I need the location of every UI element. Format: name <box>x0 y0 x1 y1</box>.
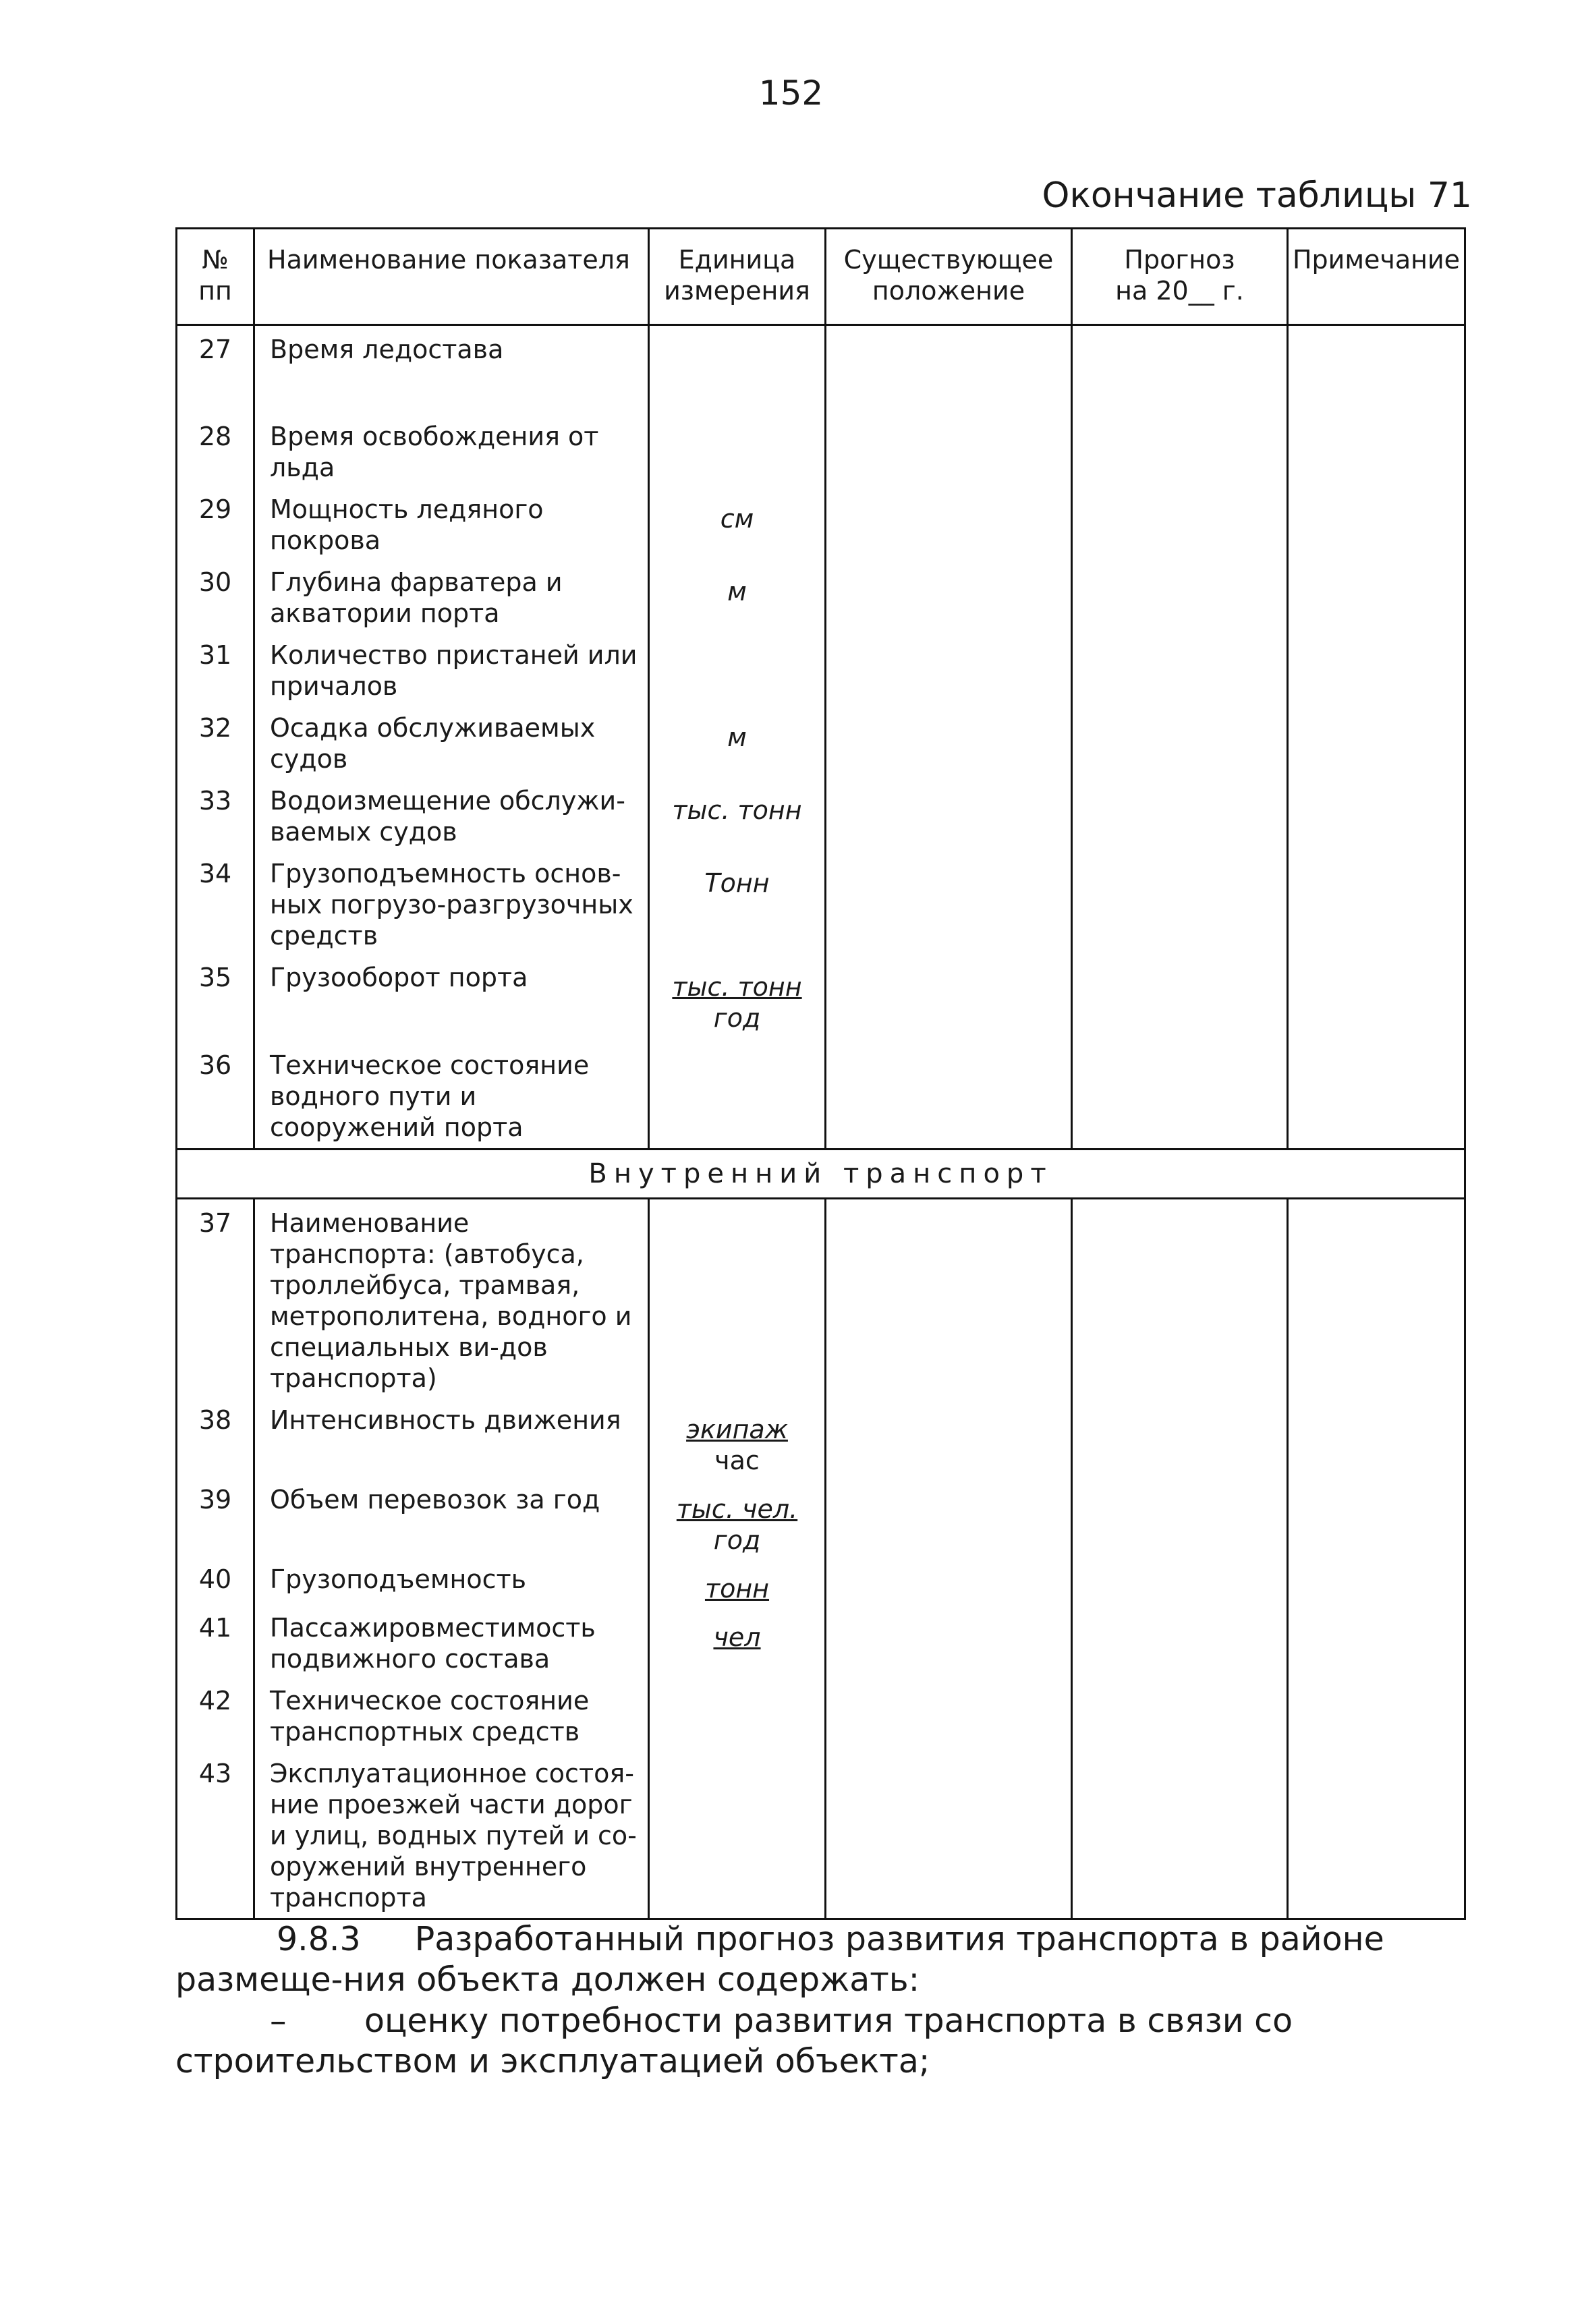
indicator-name: Интенсивность движения <box>254 1396 649 1476</box>
note-cell <box>1288 1556 1465 1604</box>
unit-cell <box>649 631 826 704</box>
table-row <box>177 704 1465 777</box>
current-value-cell <box>826 1396 1072 1476</box>
unit-cell <box>649 486 826 559</box>
forecast-value-cell <box>1072 1677 1288 1750</box>
group1-body <box>177 325 1465 1150</box>
table-row <box>177 1042 1465 1150</box>
forecast-value-cell <box>1072 559 1288 631</box>
note-cell <box>1288 486 1465 559</box>
unit-denominator: год <box>713 1525 761 1555</box>
indicator-name: Техническое состояние водного пути и сооружений порта <box>254 1042 649 1150</box>
unit-denominator: год <box>713 1002 761 1033</box>
row-number: 33 <box>177 777 254 850</box>
note-cell <box>1288 631 1465 704</box>
unit-denominator: час <box>714 1446 760 1475</box>
header-unit: Единица измерения <box>649 229 826 325</box>
indicator-name: Техническое состояние транспортных средств <box>254 1677 649 1750</box>
current-value-cell <box>826 1199 1072 1397</box>
forecast-value-cell <box>1072 631 1288 704</box>
group2-body <box>177 1199 1465 1919</box>
indicator-name: Наименование транспорта: (автобуса, троллейбуса, трамвая, метрополитена, водного и специальных ви-дов транспорта) <box>254 1199 649 1397</box>
row-number: 37 <box>177 1199 254 1397</box>
forecast-value-cell <box>1072 954 1288 1042</box>
note-cell <box>1288 325 1465 413</box>
indicator-name: Глубина фарватера и акватории порта <box>254 559 649 631</box>
indicator-name: Осадка обслуживаемых судов <box>254 704 649 777</box>
indicator-name: Грузоподъемность <box>254 1556 649 1604</box>
indicator-name: Грузоподъемность основ-ных погрузо-разгрузочных средств <box>254 850 649 954</box>
note-cell <box>1288 559 1465 631</box>
note-cell <box>1288 704 1465 777</box>
table-caption: Окончание таблицы 71 <box>1042 175 1472 216</box>
forecast-value-cell <box>1072 413 1288 486</box>
row-number: 42 <box>177 1677 254 1750</box>
paragraph-bullet <box>175 2001 1471 2082</box>
current-value-cell <box>826 954 1072 1042</box>
current-value-cell <box>826 631 1072 704</box>
forecast-value-cell <box>1072 486 1288 559</box>
forecast-value-cell <box>1072 1476 1288 1556</box>
paragraph-text: Разработанный прогноз развития транспорта в районе размеще-ния объекта должен содержать: <box>175 1920 1384 1999</box>
table-row <box>177 325 1465 413</box>
table-row <box>177 1199 1465 1397</box>
current-value-cell <box>826 1677 1072 1750</box>
header-note: Примечание <box>1288 229 1465 325</box>
unit-cell <box>649 954 826 1042</box>
indicator-name: Объем перевозок за год <box>254 1476 649 1556</box>
indicator-name: Водоизмещение обслужи-ваемых судов <box>254 777 649 850</box>
forecast-value-cell <box>1072 1396 1288 1476</box>
row-number: 34 <box>177 850 254 954</box>
row-number: 32 <box>177 704 254 777</box>
indicator-name: Грузооборот порта <box>254 954 649 1042</box>
indicator-table <box>175 227 1466 1920</box>
current-value-cell <box>826 325 1072 413</box>
row-number: 35 <box>177 954 254 1042</box>
section-title: Внутренний транспорт <box>177 1150 1465 1199</box>
header-num: № пп <box>177 229 254 325</box>
bullet-dash: – <box>270 2002 287 2040</box>
table-row <box>177 1476 1465 1556</box>
current-value-cell <box>826 1750 1072 1919</box>
current-value-cell <box>826 850 1072 954</box>
current-value-cell <box>826 1476 1072 1556</box>
row-number: 41 <box>177 1604 254 1677</box>
table-row <box>177 777 1465 850</box>
unit-value: чел <box>713 1622 761 1652</box>
note-cell <box>1288 1396 1465 1476</box>
header-current: Существующее положение <box>826 229 1072 325</box>
unit-numerator: экипаж <box>686 1415 788 1444</box>
unit-cell <box>649 325 826 413</box>
row-number: 40 <box>177 1556 254 1604</box>
forecast-value-cell <box>1072 777 1288 850</box>
note-cell <box>1288 1604 1465 1677</box>
note-cell <box>1288 954 1465 1042</box>
table-row <box>177 486 1465 559</box>
paragraph-lead: 9.8.3 <box>277 1920 361 1958</box>
indicator-name: Время освобождения от льда <box>254 413 649 486</box>
unit-cell <box>649 559 826 631</box>
row-number: 27 <box>177 325 254 413</box>
section-row <box>177 1150 1465 1199</box>
row-number: 30 <box>177 559 254 631</box>
forecast-value-cell <box>1072 1199 1288 1397</box>
current-value-cell <box>826 1604 1072 1677</box>
row-number: 43 <box>177 1750 254 1919</box>
unit-cell <box>649 1677 826 1750</box>
row-number: 29 <box>177 486 254 559</box>
row-number: 28 <box>177 413 254 486</box>
row-number: 38 <box>177 1396 254 1476</box>
unit-cell <box>649 777 826 850</box>
unit-cell <box>649 850 826 954</box>
table-row <box>177 850 1465 954</box>
unit-cell <box>649 1750 826 1919</box>
current-value-cell <box>826 486 1072 559</box>
header-row <box>177 229 1465 325</box>
bullet-text: оценку потребности развития транспорта в связи со строительством и эксплуатацией объекта; <box>175 2002 1293 2080</box>
unit-value: тыс. тонн <box>672 795 802 825</box>
unit-cell <box>649 1604 826 1677</box>
unit-cell <box>649 1042 826 1150</box>
unit-cell <box>649 413 826 486</box>
indicator-name: Эксплуатационное состоя-ние проезжей части дорог и улиц, водных путей и со-оружений внутреннего транспорта <box>254 1750 649 1919</box>
header-forecast: Прогноз на 20__ г. <box>1072 229 1288 325</box>
page-number: 152 <box>758 74 824 113</box>
current-value-cell <box>826 413 1072 486</box>
row-number: 31 <box>177 631 254 704</box>
unit-numerator: тыс. чел. <box>676 1494 798 1524</box>
unit-cell <box>649 1556 826 1604</box>
table-container <box>175 227 1466 1920</box>
table-row <box>177 1556 1465 1604</box>
table-row <box>177 1604 1465 1677</box>
paragraph-9-8-3 <box>175 1919 1471 2000</box>
note-cell <box>1288 850 1465 954</box>
indicator-name: Пассажировместимость подвижного состава <box>254 1604 649 1677</box>
unit-value: м <box>727 576 747 606</box>
table-row <box>177 559 1465 631</box>
table-row <box>177 1750 1465 1919</box>
unit-cell <box>649 704 826 777</box>
unit-cell <box>649 1199 826 1397</box>
row-number: 36 <box>177 1042 254 1150</box>
current-value-cell <box>826 1042 1072 1150</box>
table-row <box>177 954 1465 1042</box>
indicator-name: Количество пристаней или причалов <box>254 631 649 704</box>
note-cell <box>1288 1042 1465 1150</box>
unit-value: м <box>727 722 747 752</box>
indicator-name: Время ледостава <box>254 325 649 413</box>
forecast-value-cell <box>1072 850 1288 954</box>
table-row <box>177 1396 1465 1476</box>
unit-cell <box>649 1396 826 1476</box>
current-value-cell <box>826 704 1072 777</box>
unit-numerator: тыс. тонн <box>672 971 802 1002</box>
indicator-name: Мощность ледяного покрова <box>254 486 649 559</box>
current-value-cell <box>826 1556 1072 1604</box>
table-row <box>177 413 1465 486</box>
forecast-value-cell <box>1072 325 1288 413</box>
unit-cell <box>649 1476 826 1556</box>
unit-value: см <box>720 503 754 534</box>
unit-value: тонн <box>704 1574 770 1604</box>
forecast-value-cell <box>1072 1556 1288 1604</box>
table-row <box>177 631 1465 704</box>
note-cell <box>1288 413 1465 486</box>
unit-value: Тонн <box>704 868 770 898</box>
row-number: 39 <box>177 1476 254 1556</box>
note-cell <box>1288 1476 1465 1556</box>
forecast-value-cell <box>1072 704 1288 777</box>
note-cell <box>1288 1677 1465 1750</box>
note-cell <box>1288 777 1465 850</box>
current-value-cell <box>826 559 1072 631</box>
forecast-value-cell <box>1072 1750 1288 1919</box>
current-value-cell <box>826 777 1072 850</box>
header-name: Наименование показателя <box>254 229 649 325</box>
forecast-value-cell <box>1072 1042 1288 1150</box>
table-row <box>177 1677 1465 1750</box>
note-cell <box>1288 1199 1465 1397</box>
forecast-value-cell <box>1072 1604 1288 1677</box>
note-cell <box>1288 1750 1465 1919</box>
